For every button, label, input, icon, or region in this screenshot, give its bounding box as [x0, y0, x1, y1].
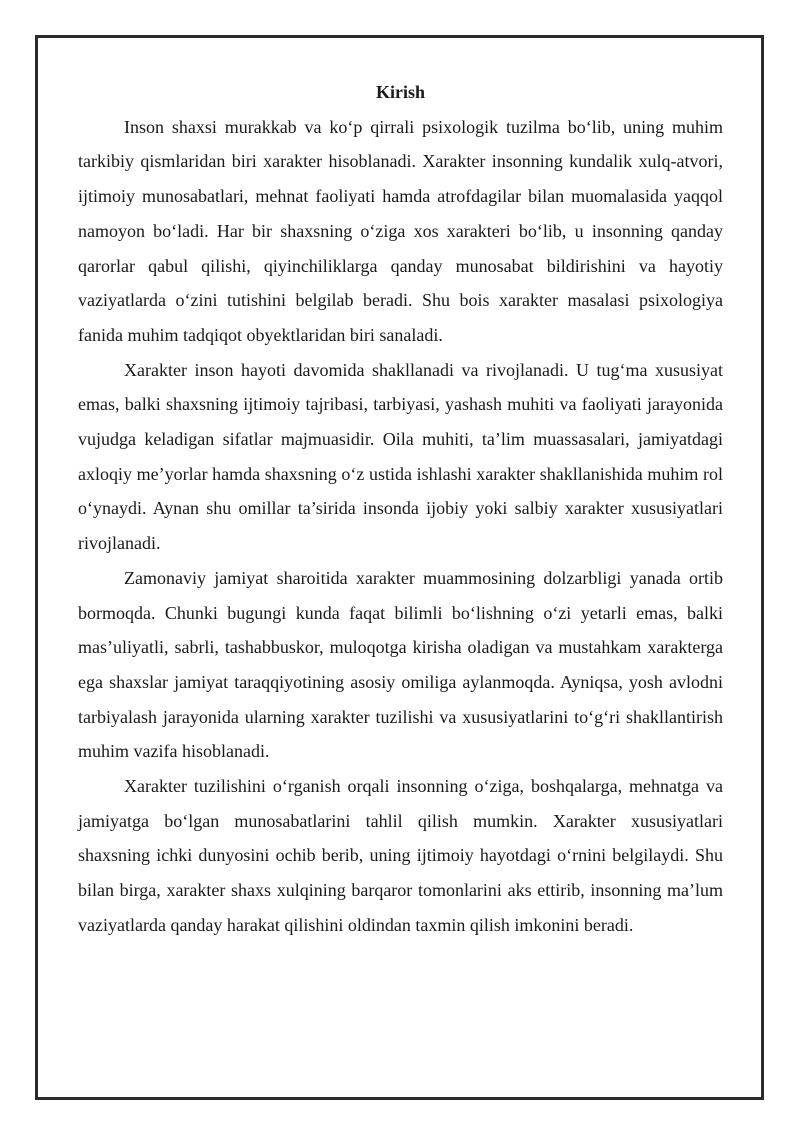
- paragraph-3: Zamonaviy jamiyat sharoitida xarakter muammosining dolzarbligi yanada ortib bormoqda. Chunki bugungi kunda faqat bilimli bo‘lishning o‘zi yetarli emas, balki mas’uliyatli, sabrli, tashabbuskor, muloqotga kirisha oladigan va mustahkam xarakterga ega shaxslar jamiyat taraqqiyotining asosiy omiliga aylanmoqda. Ayniqsa, yosh avlodni tarbiyalash jarayonida ularning xarakter tuzilishi va xususiyatlarini to‘g‘ri shakllantirish muhim vazifa hisoblanadi.: [78, 567, 723, 762]
- paragraph-1: Inson shaxsi murakkab va ko‘p qirrali psixologik tuzilma bo‘lib, uning muhim tarkibiy qismlaridan biri xarakter hisoblanadi. Xarakter insonning kundalik xulq-atvori, ijtimoiy munosabatlari, mehnat faoliyati hamda atrofdagilar bilan muomalasida yaqqol namoyon bo‘ladi. Har bir shaxsning o‘ziga xos xarakteri bo‘lib, u insonning qanday qarorlar qabul qilishi, qiyinchiliklarga qanday munosabat bildirishini va hayotiy vaziyatlarda o‘zini tutishini belgilab beradi. Shu bois xarakter masalasi psixologiya fanida muhim tadqiqot obyektlaridan biri sanaladi.: [78, 116, 723, 345]
- document-body: [78, 75, 723, 943]
- document-title: Kirish: [375, 82, 425, 102]
- paragraph-2: Xarakter inson hayoti davomida shakllanadi va rivojlanadi. U tug‘ma xususiyat emas, balki shaxsning ijtimoiy tajribasi, tarbiyasi, yashash muhiti va faoliyati jarayonida vujudga keladigan sifatlar majmuasidir. Oila muhiti, ta’lim muassasalari, jamiyatdagi axloqiy me’yorlar hamda shaxsning o‘z ustida ishlashi xarakter shakllanishida muhim rol o‘ynaydi. Aynan shu omillar ta’sirida insonda ijobiy yoki salbiy xarakter xususiyatlari rivojlanadi.: [78, 359, 723, 554]
- paragraph-4: Xarakter tuzilishini o‘rganish orqali insonning o‘ziga, boshqalarga, mehnatga va jamiyatga bo‘lgan munosabatlarini tahlil qilish mumkin. Xarakter xususiyatlari shaxsning ichki dunyosini ochib berib, uning ijtimoiy hayotdagi o‘rnini belgilaydi. Shu bilan birga, xarakter shaxs xulqining barqaror tomonlarini aks ettirib, insonning ma’lum vaziyatlarda qanday harakat qilishini oldindan taxmin qilish imkonini beradi.: [78, 776, 723, 935]
